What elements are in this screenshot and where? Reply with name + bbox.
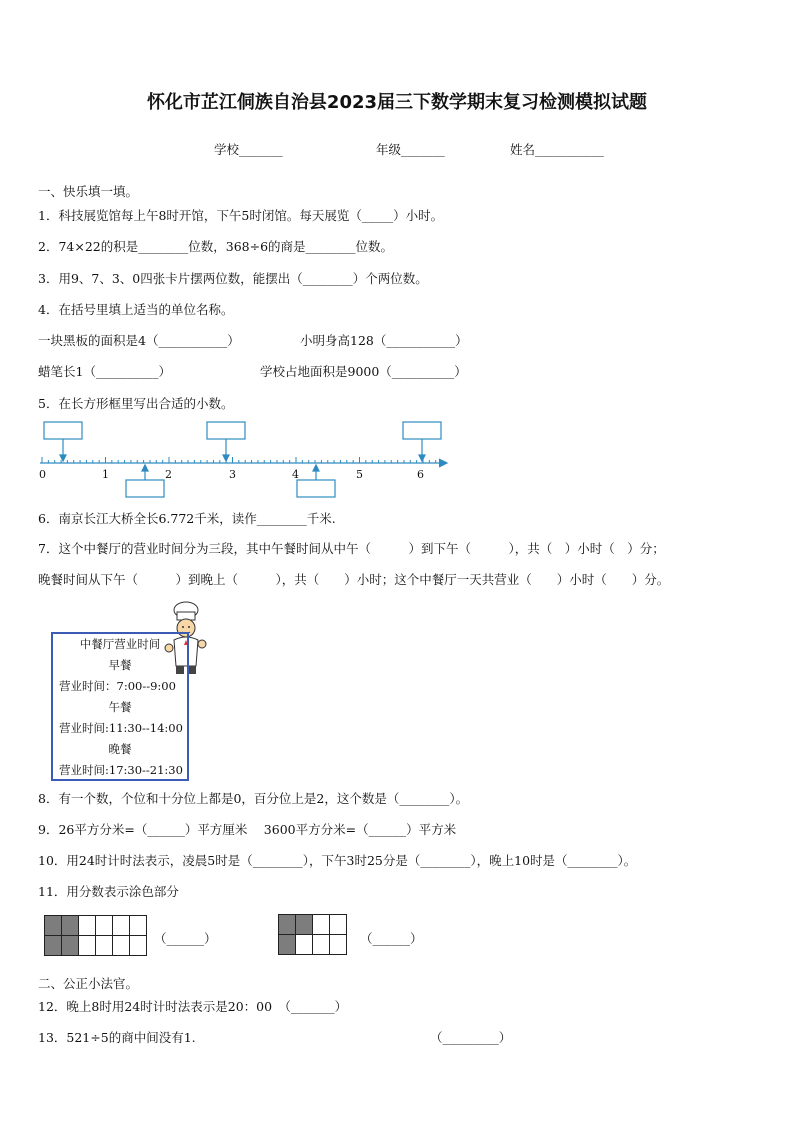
school-field: 学校_______ (214, 142, 283, 157)
lunch-label: 午餐 (108, 700, 132, 714)
section-heading-1: 一、快乐填一填。 (38, 184, 139, 199)
page-title: 怀化市芷江侗族自治县2023届三下数学期末复习检测模拟试题 (146, 92, 648, 113)
question-11: 11．用分数表示涂色部分 (38, 884, 179, 899)
dinner-label: 晚餐 (108, 742, 132, 756)
question-10: 10．用24时计时法表示，凌晨5时是（________），下午3时25分是（________），晚上10时是（________）。 (38, 853, 637, 868)
question-13: 13．521÷5的商中间没有1. (38, 1030, 196, 1045)
schedule-box (51, 632, 189, 781)
tick-label-2: 2 (165, 468, 172, 481)
tick-label-5: 5 (356, 468, 363, 481)
question-4d: 学校占地面积是9000（__________） (260, 364, 467, 379)
question-12: 12．晚上8时用24时计时法表示是20：00 （_______） (38, 999, 348, 1014)
question-4a: 一块黑板的面积是4（___________） (38, 333, 240, 348)
fraction-grid-1 (44, 915, 147, 956)
breakfast-label: 早餐 (108, 658, 132, 672)
question-1: 1．科技展览馆每上午8时开馆，下午5时闭馆。每天展览（_____）小时。 (38, 208, 444, 223)
name-field: 姓名___________ (510, 142, 604, 157)
question-3: 3．用9、7、3、0四张卡片摆两位数，能摆出（________）个两位数。 (38, 271, 428, 286)
grade-field: 年级_______ (376, 142, 445, 157)
answer-box[interactable] (297, 480, 335, 497)
lunch-time: 营业时间:11:30--14:00 (59, 721, 183, 735)
question-2: 2．74×22的积是________位数，368÷6的商是________位数。 (38, 239, 394, 254)
answer-box[interactable] (207, 422, 245, 439)
question-5: 5．在长方形框里写出合适的小数。 (38, 396, 234, 411)
answer-box[interactable] (126, 480, 164, 497)
tick-label-1: 1 (102, 468, 109, 481)
tick-label-0: 0 (39, 468, 46, 481)
question-7: 7．这个中餐厅的营业时间分为三段，其中午餐时间从中午（ ）到下午（ ），共（ ）小时（ ）分； (38, 541, 665, 556)
question-7-cont: 晚餐时间从下午（ ）到晚上（ ），共（ ）小时；这个中餐厅一天共营业（ ）小时（ ）分。 (38, 572, 670, 587)
question-4b: 小明身高128（___________） (300, 333, 468, 348)
tick-label-6: 6 (417, 468, 424, 481)
answer-box[interactable] (44, 422, 82, 439)
fraction-grid-2 (278, 914, 347, 955)
answer-box[interactable] (403, 422, 441, 439)
question-13-answer[interactable]: （_________） (430, 1030, 512, 1045)
fraction-answer-2[interactable]: （______） (360, 931, 423, 946)
question-4: 4．在括号里填上适当的单位名称。 (38, 302, 234, 317)
fraction-answer-1[interactable]: （______） (154, 931, 217, 946)
breakfast-time: 营业时间：7:00--9:00 (59, 679, 176, 693)
tick-label-3: 3 (229, 468, 236, 481)
schedule-title: 中餐厅营业时间 (79, 637, 161, 651)
question-8: 8．有一个数，个位和十分位上都是0，百分位上是2，这个数是（________）。 (38, 791, 469, 806)
question-4c: 蜡笔长1（__________） (38, 364, 171, 379)
question-6: 6．南京长江大桥全长6.772千米，读作________千米. (38, 511, 336, 526)
section-heading-2: 二、公正小法官。 (38, 976, 139, 991)
question-9: 9．26平方分米=（______）平方厘米 3600平方分米=（______）平方米 (38, 822, 457, 837)
dinner-time: 营业时间:17:30--21:30 (59, 763, 183, 777)
tick-label-4: 4 (292, 468, 299, 481)
number-line (30, 416, 460, 502)
